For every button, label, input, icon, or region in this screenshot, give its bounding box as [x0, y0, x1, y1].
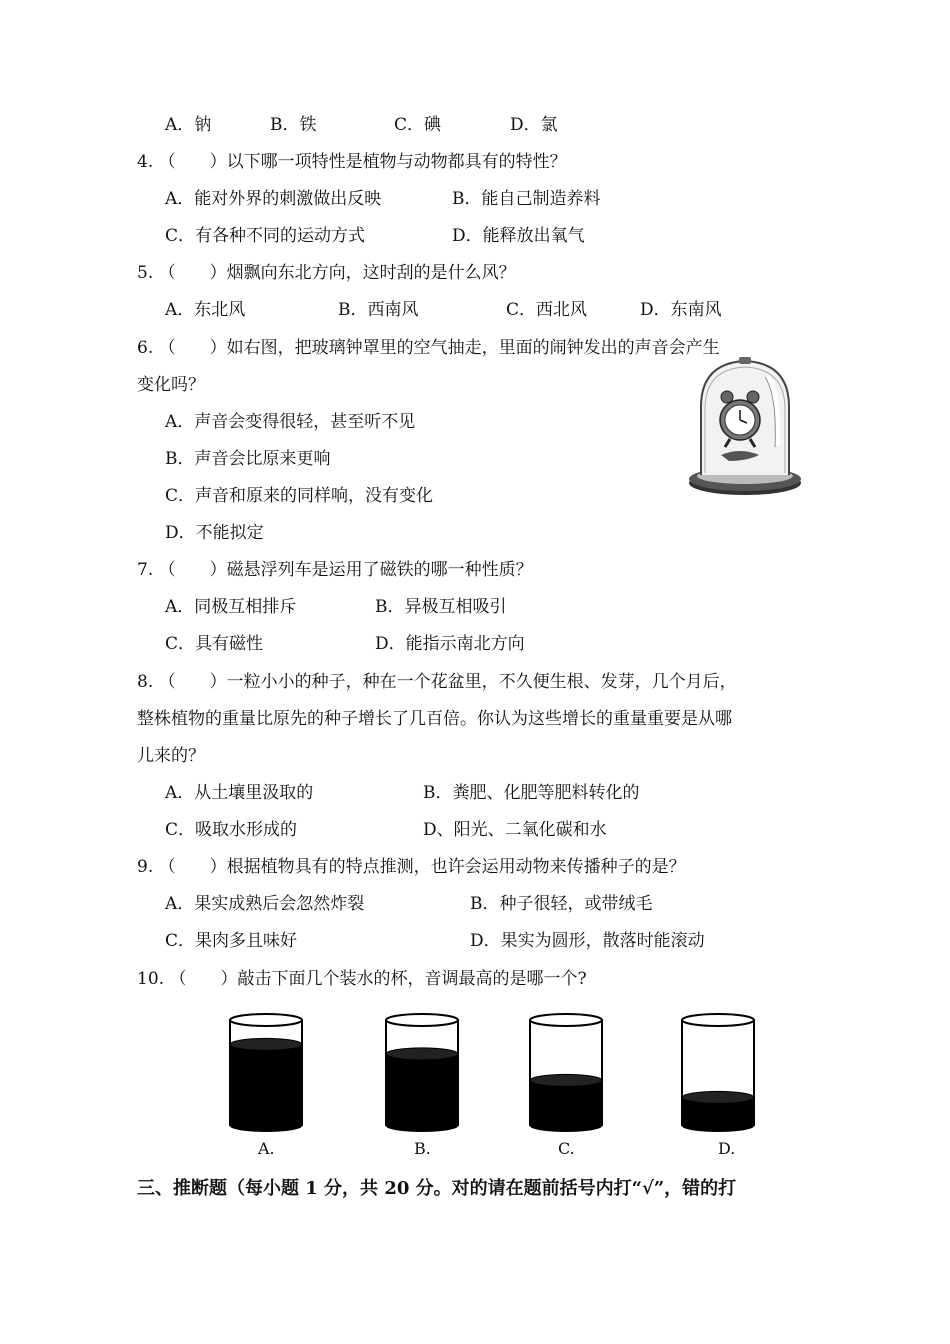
q3-option-c: C．碘	[394, 115, 442, 135]
q9-option-b: B．种子很轻，或带绒毛	[470, 894, 653, 914]
q8-option-d: D、阳光、二氧化碳和水	[423, 820, 607, 840]
cup-water-surface	[530, 1074, 602, 1086]
q6-option-d: D．不能拟定	[165, 523, 264, 543]
cup-water	[386, 1054, 458, 1126]
cup-bottom	[230, 1120, 302, 1132]
q8-option-c: C．吸取水形成的	[165, 820, 298, 840]
q7-stem: 7. （ ）磁悬浮列车是运用了磁铁的哪一种性质？	[137, 560, 533, 580]
q8-option-a: A．从土壤里汲取的	[165, 783, 314, 803]
q4-option-b: B．能自己制造养料	[452, 189, 601, 209]
cup-label-a: A.	[258, 1139, 275, 1158]
q4-option-c: C．有各种不同的运动方式	[165, 226, 366, 246]
cup-water-surface	[230, 1038, 302, 1050]
cup-label-d: D.	[718, 1139, 736, 1158]
cup-rim	[530, 1014, 602, 1026]
cup-water	[530, 1080, 602, 1126]
cup-bottom	[682, 1120, 754, 1132]
cup-water-surface	[386, 1048, 458, 1060]
q6-stem-line1: 6. （ ）如右图，把玻璃钟罩里的空气抽走，里面的闹钟发出的声音会产生	[137, 338, 720, 358]
bell-jar-clock-illustration	[685, 355, 805, 500]
cup-b	[386, 1014, 458, 1132]
q9-stem: 9. （ ）根据植物具有的特点推测，也许会运用动物来传播种子的是？	[137, 857, 686, 877]
cup-water	[230, 1044, 302, 1126]
cup-c	[530, 1014, 602, 1132]
cup-rim	[230, 1014, 302, 1026]
cup-label-b: B.	[414, 1139, 431, 1158]
q3-option-a: A．钠	[165, 115, 212, 135]
cup-a	[230, 1014, 302, 1132]
q6-stem-line2: 变化吗？	[137, 375, 205, 395]
q6-option-c: C．声音和原来的同样响，没有变化	[165, 486, 434, 506]
q8-stem-line3: 儿来的？	[137, 746, 205, 766]
q5-stem: 5. （ ）烟飘向东北方向，这时刮的是什么风？	[137, 263, 516, 283]
q7-option-c: C．具有磁性	[165, 634, 264, 654]
cup-rim	[682, 1014, 754, 1026]
q9-option-c: C．果肉多且味好	[165, 931, 298, 951]
q7-option-d: D．能指示南北方向	[375, 634, 525, 654]
q8-stem-line2: 整株植物的重量比原先的种子增长了几百倍。你认为这些增长的重量重要是从哪	[137, 709, 732, 729]
q7-option-b: B．异极互相吸引	[375, 597, 507, 617]
q4-option-a: A．能对外界的刺激做出反映	[165, 189, 382, 209]
q3-option-d: D．氯	[510, 115, 558, 135]
cup-bottom	[530, 1120, 602, 1132]
section3-heading: 三、推断题（每小题 1 分，共 20 分。对的请在题前括号内打“√”，错的打	[137, 1178, 737, 1199]
cup-rim	[386, 1014, 458, 1026]
q4-option-d: D．能释放出氧气	[452, 226, 585, 246]
q6-option-b: B．声音会比原来更响	[165, 449, 331, 469]
q10-stem: 10. （ ）敲击下面几个装水的杯，音调最高的是哪一个?	[137, 969, 587, 989]
q6-option-a: A．声音会变得很轻，甚至听不见	[165, 412, 416, 432]
q8-stem-line1: 8. （ ）一粒小小的种子，种在一个花盆里，不久便生根、发芽，几个月后，	[137, 672, 737, 692]
q3-option-b: B．铁	[270, 115, 317, 135]
q7-option-a: A．同极互相排斥	[165, 597, 297, 617]
water-cups-figure	[0, 1010, 950, 1170]
q5-option-a: A．东北风	[165, 300, 246, 320]
q5-option-d: D．东南风	[640, 300, 722, 320]
q9-option-d: D．果实为圆形，散落时能滚动	[470, 931, 705, 951]
cup-bottom	[386, 1120, 458, 1132]
q8-option-b: B．粪肥、化肥等肥料转化的	[423, 783, 640, 803]
q9-option-a: A．果实成熟后会忽然炸裂	[165, 894, 365, 914]
cup-label-c: C.	[558, 1139, 575, 1158]
q5-option-c: C．西北风	[506, 300, 588, 320]
cup-d	[682, 1014, 754, 1132]
q4-stem: 4. （ ）以下哪一项特性是植物与动物都具有的特性？	[137, 152, 567, 172]
q5-option-b: B．西南风	[338, 300, 419, 320]
cup-water-surface	[682, 1091, 754, 1103]
